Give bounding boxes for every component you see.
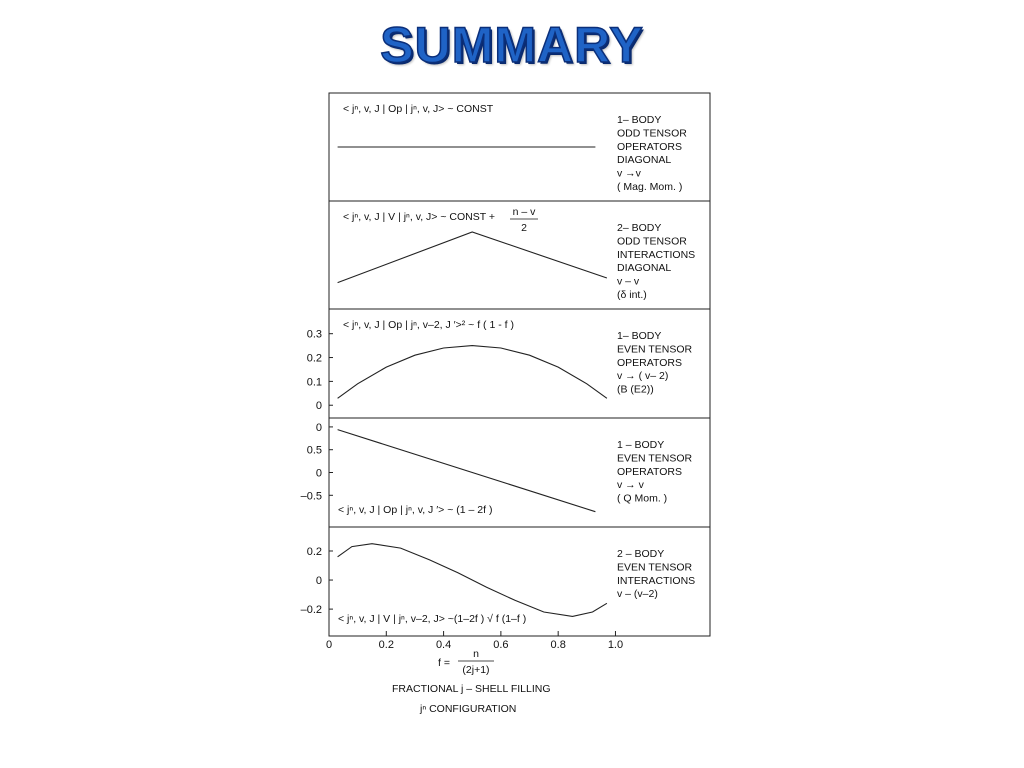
y-tick-label: –0.2 (300, 604, 322, 617)
y-tick-label: –0.5 (300, 490, 322, 503)
panel-5 (301, 527, 710, 625)
description-line: ( Mag. Mom. ) (617, 181, 683, 193)
description-line: v →v (617, 167, 641, 180)
annotation-4: < jⁿ, v, J | Op | jⁿ, v, J ′> ~ (1 – 2f ) (338, 504, 493, 516)
x-tick-label: 0.8 (550, 639, 566, 651)
annotation-1: < jⁿ, v, J | Op | jⁿ, v, J> ~ CONST (343, 103, 494, 115)
x-tick-label: 0.4 (435, 639, 452, 651)
description-line: 2– BODY (617, 222, 662, 234)
description-line: OPERATORS (617, 356, 682, 369)
series-line-4 (338, 430, 596, 512)
y-tick-label: 0.2 (306, 352, 322, 365)
y-tick-label: 0 (315, 467, 322, 480)
formula-lhs: f = (438, 657, 450, 669)
description-line: EVEN TENSOR (617, 452, 693, 465)
description-line: OPERATORS (617, 140, 682, 153)
footer-line1: FRACTIONAL j – SHELL FILLING (392, 683, 551, 695)
panel-1 (338, 103, 688, 193)
description-line: INTERACTIONS (617, 248, 696, 261)
description-line: (δ int.) (617, 289, 647, 301)
panel-2 (329, 201, 710, 301)
formula-denominator: (2j+1) (462, 664, 490, 676)
series-line-3 (338, 346, 607, 399)
footer-line2: jⁿ CONFIGURATION (420, 703, 517, 715)
description-line: 1 – BODY (617, 439, 665, 451)
panel-4 (301, 418, 710, 516)
formula-numerator: n (473, 648, 479, 660)
description-line: 2 – BODY (617, 548, 665, 560)
annotation-fraction-denominator: 2 (521, 222, 527, 234)
annotation-2: < jⁿ, v, J | V | jⁿ, v, J> ~ CONST + (343, 211, 495, 223)
description-line: 1– BODY (617, 330, 662, 342)
panel-3 (307, 309, 710, 412)
description-line: EVEN TENSOR (617, 561, 693, 574)
annotation-5: < jⁿ, v, J | V | jⁿ, v–2, J> ~(1–2f ) √ f (1–f ) (338, 613, 527, 625)
y-tick-label: 0 (315, 421, 322, 434)
description-line: ODD TENSOR (617, 235, 687, 248)
description-line: v – v (617, 275, 640, 288)
description-line: ODD TENSOR (617, 127, 687, 140)
description-line: DIAGONAL (617, 262, 672, 275)
slide-title: SUMMARY (380, 17, 644, 73)
description-line: INTERACTIONS (617, 574, 696, 587)
description-line: v → ( v– 2) (617, 370, 669, 383)
series-line-2 (338, 232, 607, 283)
description-line: OPERATORS (617, 465, 682, 478)
y-tick-label: 0 (315, 575, 322, 588)
description-line: (B (E2)) (617, 383, 654, 396)
panels-group (301, 103, 710, 625)
description-line: DIAGONAL (617, 154, 672, 167)
description-line: v → v (617, 479, 644, 492)
y-tick-label: 0.2 (306, 545, 322, 558)
annotation-fraction-numerator: n – v (512, 206, 536, 218)
x-tick-label: 0 (325, 639, 333, 651)
x-tick-label: 0.6 (493, 639, 509, 651)
y-tick-label: 0 (315, 400, 322, 413)
description-line: ( Q Mom. ) (617, 492, 668, 505)
description-line: v – (v–2) (617, 588, 658, 601)
y-tick-label: 0.5 (306, 444, 322, 457)
description-line: EVEN TENSOR (617, 343, 693, 356)
y-tick-label: 0.1 (306, 376, 322, 389)
series-line-5 (338, 544, 607, 617)
y-tick-label: 0.3 (306, 328, 322, 341)
x-tick-label: 1.0 (607, 639, 624, 651)
description-line: 1– BODY (617, 114, 662, 126)
annotation-3: < jⁿ, v, J | Op | jⁿ, v–2, J ′>² ~ f ( 1 - f ) (343, 319, 514, 331)
x-tick-label: 0.2 (378, 639, 394, 651)
